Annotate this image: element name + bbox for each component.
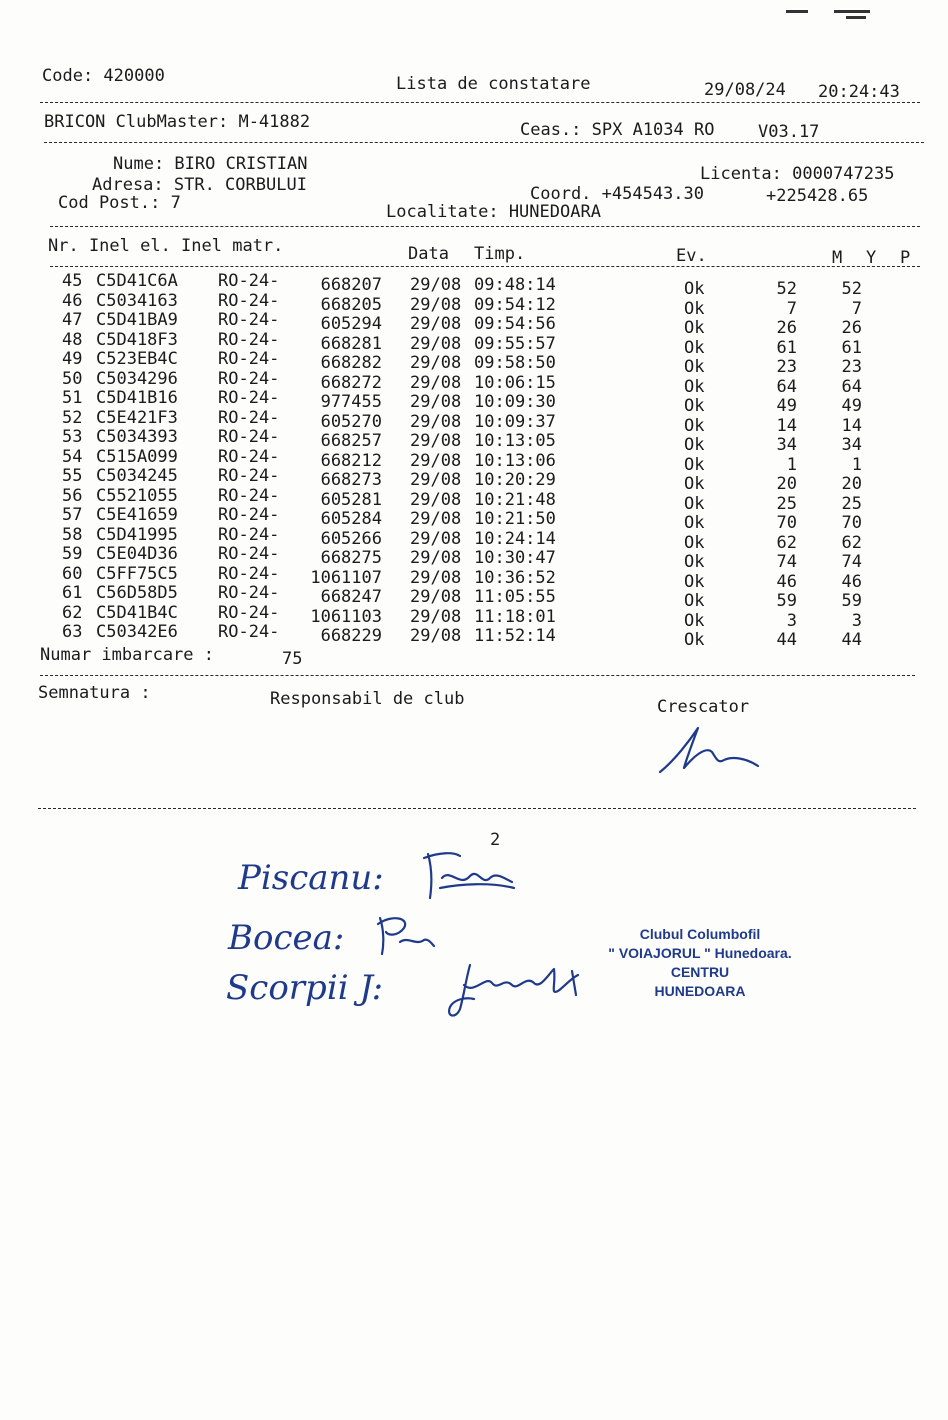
row-time: 10:24:14: [474, 528, 556, 549]
row-y: 70: [841, 513, 862, 533]
row-y: 25: [841, 493, 862, 514]
table-row: [0, 544, 948, 572]
version-label: V03.17: [758, 122, 820, 142]
row-m: 49: [776, 396, 797, 416]
row-y: 46: [841, 571, 862, 592]
table-row: [0, 290, 948, 319]
row-date: 29/08: [410, 372, 462, 393]
table-row: [0, 407, 948, 436]
row-electronic-ring: C5D41B16: [96, 388, 178, 408]
row-date: 29/08: [410, 353, 462, 373]
divider: [50, 266, 920, 267]
member-coord: Coord. +454543.30: [530, 184, 704, 204]
stamp-line: HUNEDOARA: [654, 983, 746, 999]
row-ring-number: 668273: [320, 470, 382, 490]
row-m: 62: [776, 532, 797, 553]
handwritten-bocea: Bocea:: [228, 918, 345, 958]
row-electronic-ring: C5034393: [96, 427, 178, 447]
stamp-line: CENTRU: [670, 964, 730, 980]
row-ring-number: 668281: [320, 333, 382, 354]
row-time: 10:30:47: [474, 548, 556, 568]
row-ring-prefix: RO-24-: [218, 583, 280, 603]
row-nr: 58: [62, 524, 83, 545]
row-date: 29/08: [410, 450, 462, 471]
member-name: Nume: BIRO CRISTIAN: [113, 154, 308, 174]
row-nr: 59: [62, 544, 83, 564]
row-time: 10:06:15: [474, 372, 556, 393]
row-event: Ok: [684, 571, 705, 592]
row-electronic-ring: C5D41B4C: [96, 602, 178, 623]
row-nr: 52: [62, 407, 83, 428]
row-date: 29/08: [410, 314, 462, 334]
row-time: 11:18:01: [474, 606, 556, 627]
row-nr: 49: [62, 349, 83, 369]
row-nr: 53: [62, 427, 83, 447]
club-stamp: [600, 925, 800, 1001]
row-date: 29/08: [410, 392, 462, 412]
divider: [40, 675, 915, 676]
handwritten-scorpii: Scorpii J:: [226, 968, 384, 1008]
table-row: [0, 485, 948, 514]
row-ring-number: 668212: [320, 450, 382, 471]
boarding-label: Numar imbarcare :: [40, 645, 214, 665]
row-ring-prefix: RO-24-: [218, 271, 280, 291]
table-row: [0, 368, 948, 397]
row-y: 74: [841, 552, 862, 572]
row-electronic-ring: C5034163: [96, 290, 178, 311]
divider: [50, 226, 920, 227]
row-event: Ok: [684, 513, 705, 533]
row-electronic-ring: C5E421F3: [96, 407, 178, 428]
table-row: [0, 563, 948, 592]
corner-mark: [786, 10, 808, 13]
row-date: 29/08: [410, 275, 462, 295]
row-m: 74: [776, 552, 797, 572]
row-ring-prefix: RO-24-: [218, 544, 280, 564]
row-ring-prefix: RO-24-: [218, 505, 280, 525]
member-postal-code: Cod Post.: 7: [58, 193, 181, 213]
row-ring-prefix: RO-24-: [218, 310, 280, 330]
row-electronic-ring: C5E41659: [96, 505, 178, 525]
row-nr: 61: [62, 583, 83, 603]
row-event: Ok: [684, 474, 705, 494]
row-electronic-ring: C515A099: [96, 446, 178, 467]
row-ring-number: 605266: [320, 528, 382, 549]
table-row: [0, 427, 948, 455]
row-m: 64: [776, 376, 797, 397]
member-address: Adresa: STR. CORBULUI: [92, 175, 307, 195]
table-row: [0, 622, 948, 650]
row-nr: 62: [62, 602, 83, 623]
row-y: 3: [851, 610, 862, 631]
row-electronic-ring: C5D41BA9: [96, 310, 178, 330]
row-event: Ok: [684, 493, 705, 514]
row-ring-number: 668205: [320, 294, 382, 315]
row-event: Ok: [684, 298, 705, 319]
col-header-y: Y: [866, 248, 877, 268]
row-nr: 54: [62, 446, 83, 467]
row-ring-prefix: RO-24-: [218, 329, 280, 350]
row-electronic-ring: C5D41C6A: [96, 271, 178, 291]
table-row: [0, 524, 948, 553]
row-date: 29/08: [410, 587, 462, 607]
table-row: [0, 310, 948, 338]
row-electronic-ring: C5521055: [96, 485, 178, 506]
row-ring-prefix: RO-24-: [218, 446, 280, 467]
row-m: 3: [786, 610, 797, 631]
corner-mark: [834, 10, 870, 13]
document-title: Lista de constatare: [396, 74, 591, 94]
row-ring-number: 977455: [320, 392, 382, 412]
row-event: Ok: [684, 454, 705, 475]
row-time: 09:58:50: [474, 353, 556, 373]
row-ring-prefix: RO-24-: [218, 466, 280, 486]
row-ring-number: 1061107: [310, 567, 382, 588]
col-header-date: Data: [408, 244, 449, 264]
stamp-line: " VOIAJORUL " Hunedoara.: [608, 945, 792, 961]
row-date: 29/08: [410, 548, 462, 568]
member-locality: Localitate: HUNEDOARA: [386, 202, 601, 222]
row-y: 61: [841, 337, 862, 358]
code-label: Code: 420000: [42, 66, 165, 86]
row-time: 10:36:52: [474, 567, 556, 588]
row-ring-number: 1061103: [310, 606, 382, 627]
row-time: 10:21:50: [474, 509, 556, 529]
col-header-ev: Ev.: [676, 246, 707, 266]
col-header-time: Timp.: [474, 244, 526, 264]
row-nr: 46: [62, 290, 83, 311]
row-m: 70: [776, 513, 797, 533]
table-row: [0, 271, 948, 299]
row-m: 61: [776, 337, 797, 358]
member-license: Licenta: 0000747235: [700, 164, 895, 184]
row-date: 29/08: [410, 411, 462, 432]
row-ring-number: 605284: [320, 509, 382, 529]
row-ring-number: 668282: [320, 353, 382, 373]
divider: [38, 808, 916, 809]
row-ring-number: 668247: [320, 587, 382, 607]
row-m: 25: [776, 493, 797, 514]
row-nr: 56: [62, 485, 83, 506]
row-event: Ok: [684, 376, 705, 397]
member-coord-value: +225428.65: [766, 186, 869, 206]
row-time: 09:54:12: [474, 294, 556, 315]
row-time: 10:21:48: [474, 489, 556, 510]
row-y: 26: [841, 318, 862, 338]
table-row: [0, 505, 948, 533]
row-y: 49: [841, 396, 862, 416]
row-time: 10:13:06: [474, 450, 556, 471]
row-date: 29/08: [410, 333, 462, 354]
table-row: [0, 583, 948, 611]
header-time: 20:24:43: [818, 82, 900, 102]
row-event: Ok: [684, 435, 705, 455]
signature-scorpii: [440, 955, 590, 1025]
row-nr: 55: [62, 466, 83, 486]
row-m: 59: [776, 591, 797, 611]
row-ring-number: 605294: [320, 314, 382, 334]
row-event: Ok: [684, 318, 705, 338]
table-row: [0, 388, 948, 416]
row-nr: 45: [62, 271, 83, 291]
row-electronic-ring: C5E04D36: [96, 544, 178, 564]
row-event: Ok: [684, 337, 705, 358]
row-date: 29/08: [410, 509, 462, 529]
col-header-rings: Nr. Inel el. Inel matr.: [48, 236, 284, 256]
row-electronic-ring: C5034296: [96, 368, 178, 389]
row-ring-prefix: RO-24-: [218, 602, 280, 623]
divider: [44, 142, 924, 143]
row-nr: 50: [62, 368, 83, 389]
row-ring-prefix: RO-24-: [218, 622, 280, 642]
row-date: 29/08: [410, 606, 462, 627]
row-time: 09:48:14: [474, 275, 556, 295]
row-event: Ok: [684, 532, 705, 553]
row-event: Ok: [684, 591, 705, 611]
row-ring-number: 668207: [320, 275, 382, 295]
table-row: [0, 602, 948, 631]
row-date: 29/08: [410, 626, 462, 646]
row-date: 29/08: [410, 528, 462, 549]
row-nr: 51: [62, 388, 83, 408]
row-time: 09:55:57: [474, 333, 556, 354]
row-time: 11:05:55: [474, 587, 556, 607]
row-ring-prefix: RO-24-: [218, 485, 280, 506]
row-time: 10:09:30: [474, 392, 556, 412]
table-row: [0, 466, 948, 494]
row-electronic-ring: C5D41995: [96, 524, 178, 545]
signature-piscanu: [420, 848, 520, 904]
row-nr: 63: [62, 622, 83, 642]
row-ring-prefix: RO-24-: [218, 407, 280, 428]
row-ring-prefix: RO-24-: [218, 368, 280, 389]
row-electronic-ring: C50342E6: [96, 622, 178, 642]
row-time: 10:20:29: [474, 470, 556, 490]
row-electronic-ring: C5D418F3: [96, 329, 178, 350]
row-ring-prefix: RO-24-: [218, 388, 280, 408]
row-electronic-ring: C5FF75C5: [96, 563, 178, 584]
row-m: 20: [776, 474, 797, 494]
row-nr: 60: [62, 563, 83, 584]
row-m: 52: [776, 279, 797, 299]
row-y: 7: [851, 298, 862, 319]
row-nr: 57: [62, 505, 83, 525]
row-date: 29/08: [410, 431, 462, 451]
row-nr: 48: [62, 329, 83, 350]
row-m: 1: [786, 454, 797, 475]
row-time: 09:54:56: [474, 314, 556, 334]
row-m: 23: [776, 357, 797, 377]
page-number: 2: [490, 830, 501, 850]
row-event: Ok: [684, 610, 705, 631]
row-y: 64: [841, 376, 862, 397]
col-header-p: P: [900, 248, 911, 268]
row-time: 11:52:14: [474, 626, 556, 646]
row-ring-number: 668229: [320, 626, 382, 646]
row-electronic-ring: C5034245: [96, 466, 178, 486]
col-header-m: M: [832, 248, 843, 268]
row-m: 44: [776, 630, 797, 650]
row-y: 44: [841, 630, 862, 650]
row-date: 29/08: [410, 489, 462, 510]
table-row: [0, 446, 948, 475]
corner-mark: [846, 16, 866, 19]
row-time: 10:13:05: [474, 431, 556, 451]
row-y: 1: [851, 454, 862, 475]
table-row: [0, 329, 948, 358]
row-ring-number: 668257: [320, 431, 382, 451]
boarding-value: 75: [282, 649, 303, 669]
row-ring-prefix: RO-24-: [218, 290, 280, 311]
row-date: 29/08: [410, 470, 462, 490]
row-ring-prefix: RO-24-: [218, 563, 280, 584]
breeder-label: Crescator: [657, 697, 750, 717]
header-date: 29/08/24: [704, 80, 786, 100]
row-nr: 47: [62, 310, 83, 330]
row-date: 29/08: [410, 567, 462, 588]
row-y: 14: [841, 415, 862, 436]
row-time: 10:09:37: [474, 411, 556, 432]
row-y: 20: [841, 474, 862, 494]
row-ring-number: 668272: [320, 372, 382, 393]
row-m: 34: [776, 435, 797, 455]
row-m: 14: [776, 415, 797, 436]
row-date: 29/08: [410, 294, 462, 315]
row-m: 26: [776, 318, 797, 338]
stamp-line: Clubul Columbofil: [639, 926, 761, 942]
row-electronic-ring: C56D58D5: [96, 583, 178, 603]
row-y: 52: [841, 279, 862, 299]
row-y: 62: [841, 532, 862, 553]
breeder-signature: [650, 720, 770, 780]
handwritten-piscanu: Piscanu:: [238, 858, 384, 898]
signature-label: Semnatura :: [38, 683, 151, 703]
system-label: BRICON ClubMaster: M-41882: [44, 112, 311, 132]
row-ring-prefix: RO-24-: [218, 427, 280, 447]
row-ring-prefix: RO-24-: [218, 524, 280, 545]
row-m: 7: [786, 298, 797, 319]
table-row: [0, 349, 948, 377]
row-event: Ok: [684, 279, 705, 299]
row-y: 59: [841, 591, 862, 611]
clock-label: Ceas.: SPX A1034 RO: [520, 120, 715, 140]
club-responsible-label: Responsabil de club: [270, 689, 465, 709]
row-event: Ok: [684, 415, 705, 436]
divider: [40, 102, 920, 103]
row-event: Ok: [684, 357, 705, 377]
row-event: Ok: [684, 396, 705, 416]
row-ring-number: 605270: [320, 411, 382, 432]
row-y: 23: [841, 357, 862, 377]
row-m: 46: [776, 571, 797, 592]
row-ring-number: 668275: [320, 548, 382, 568]
row-y: 34: [841, 435, 862, 455]
row-ring-prefix: RO-24-: [218, 349, 280, 369]
signature-bocea: [370, 910, 440, 960]
row-ring-number: 605281: [320, 489, 382, 510]
row-event: Ok: [684, 552, 705, 572]
row-event: Ok: [684, 630, 705, 650]
row-electronic-ring: C523EB4C: [96, 349, 178, 369]
